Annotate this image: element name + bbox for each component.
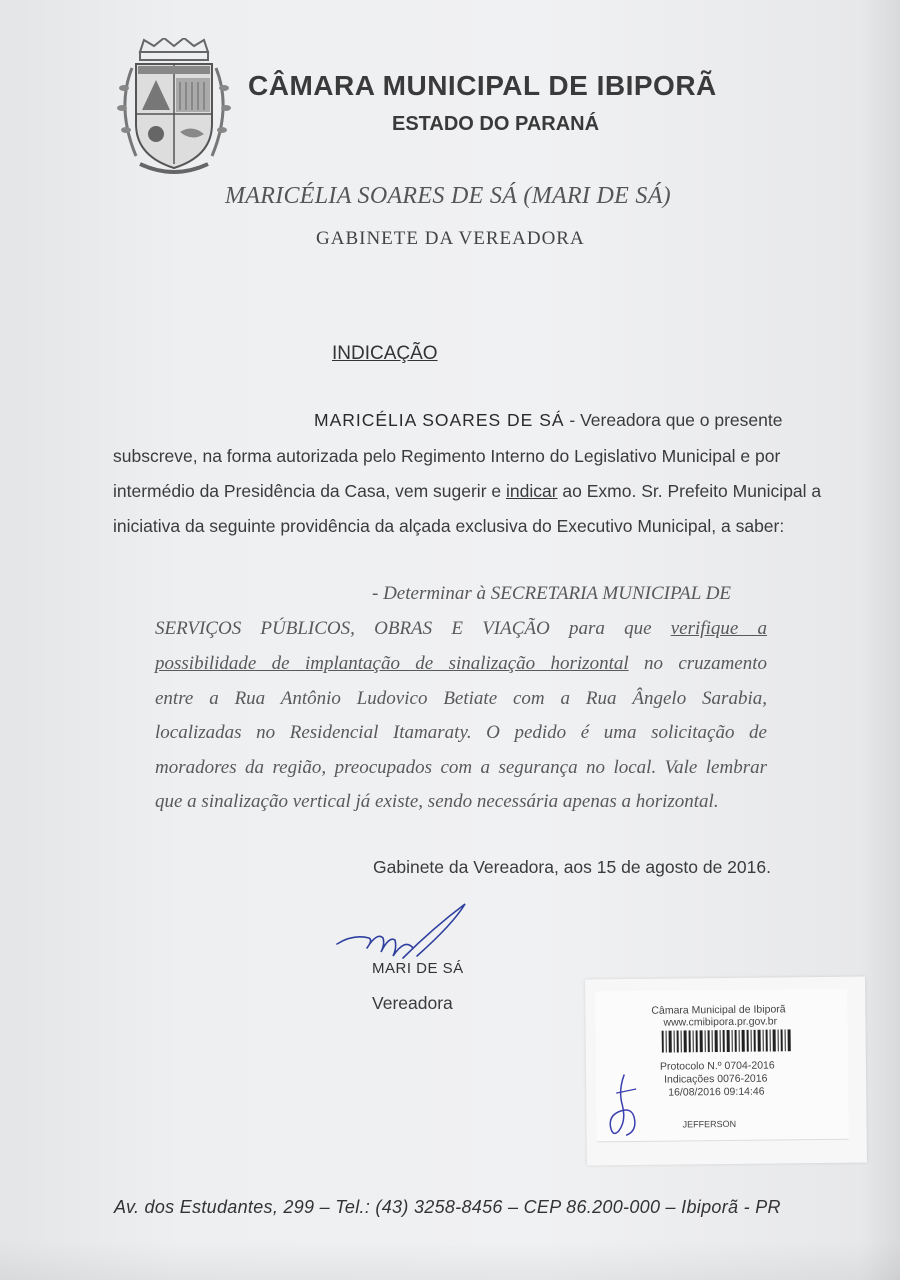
page-bottom-shadow bbox=[0, 1240, 900, 1280]
request-possibilidade: possibilidade de implantação de sinalização horizontal bbox=[155, 653, 629, 674]
request-line-4: entre a Rua Antônio Ludovico Betiate com a Rua Ângelo Sarabia, bbox=[155, 688, 767, 709]
closing-date-line: Gabinete da Vereadora, aos 15 de agosto de 2016. bbox=[373, 857, 771, 877]
stamp-initials-signature bbox=[604, 1071, 645, 1141]
header-title: CÂMARA MUNICIPAL DE IBIPORÃ bbox=[248, 70, 717, 101]
request-line-5: localizadas no Residencial Itamaraty. O pedido é uma solicitação de bbox=[155, 722, 767, 743]
office-name: GABINETE DA VEREADORA bbox=[316, 228, 585, 249]
request-line-3-after: no cruzamento bbox=[628, 653, 767, 674]
stamp-site: www.cmibipora.pr.gov.br bbox=[663, 1015, 778, 1029]
intro-line-3-after: ao Exmo. Sr. Prefeito Municipal a bbox=[557, 481, 822, 501]
stamp-protocol-number: Protocolo N.º 0704-2016 bbox=[659, 1059, 775, 1073]
document-title: INDICAÇÃO bbox=[332, 343, 438, 364]
intro-author: MARICÉLIA SOARES DE SÁ bbox=[314, 410, 565, 430]
stamp-datetime: 16/08/2016 09:14:46 bbox=[668, 1085, 765, 1099]
intro-line-4: iniciativa da seguinte providência da alçada exclusiva do Executivo Municipal, a saber: bbox=[113, 516, 785, 536]
intro-indicar: indicar bbox=[505, 481, 558, 501]
barcode-icon bbox=[662, 1029, 792, 1052]
header-subtitle: ESTADO DO PARANÁ bbox=[392, 113, 600, 135]
request-verifique: verifique a bbox=[670, 618, 768, 639]
intro-line-2: subscreve, na forma autorizada pelo Regimento Interno do Legislativo Municipal e por bbox=[113, 446, 781, 466]
protocol-stamp-label bbox=[585, 977, 867, 1166]
request-line-2 bbox=[155, 618, 767, 640]
protocol-stamp-body bbox=[595, 989, 849, 1143]
stamp-indicacoes-number: Indicações 0076-2016 bbox=[664, 1072, 768, 1086]
signer-name: MARI DE SÁ bbox=[372, 960, 464, 977]
intro-line-1-rest: - Vereadora que o presente bbox=[564, 410, 783, 430]
councilor-name: MARICÉLIA SOARES DE SÁ (MARI DE SÁ) bbox=[225, 183, 671, 209]
signer-role: Vereadora bbox=[372, 993, 453, 1013]
stamp-org: Câmara Municipal de Ibiporã bbox=[651, 1003, 786, 1017]
stamp-clerk: JEFFERSON bbox=[682, 1118, 737, 1130]
intro-line-3 bbox=[113, 481, 822, 502]
request-line-6: moradores da região, preocupados com a segurança no local. Vale lembrar bbox=[155, 757, 767, 778]
request-line-1: - Determinar à SECRETARIA MUNICIPAL DE bbox=[372, 583, 732, 604]
request-line-7: que a sinalização vertical já existe, sendo necessária apenas a horizontal. bbox=[155, 791, 719, 812]
municipal-crest-icon bbox=[110, 38, 238, 178]
intro-line-3-before: intermédio da Presidência da Casa, vem sugerir e bbox=[113, 481, 506, 501]
handwritten-signature bbox=[333, 898, 483, 968]
request-line-2-before: SERVIÇOS PÚBLICOS, OBRAS E VIAÇÃO para que bbox=[155, 618, 671, 639]
intro-line-1 bbox=[314, 410, 812, 431]
request-line-3 bbox=[155, 653, 767, 675]
footer-address: Av. dos Estudantes, 299 – Tel.: (43) 3258-8456 – CEP 86.200-000 – Ibiporã - PR bbox=[114, 1197, 781, 1217]
